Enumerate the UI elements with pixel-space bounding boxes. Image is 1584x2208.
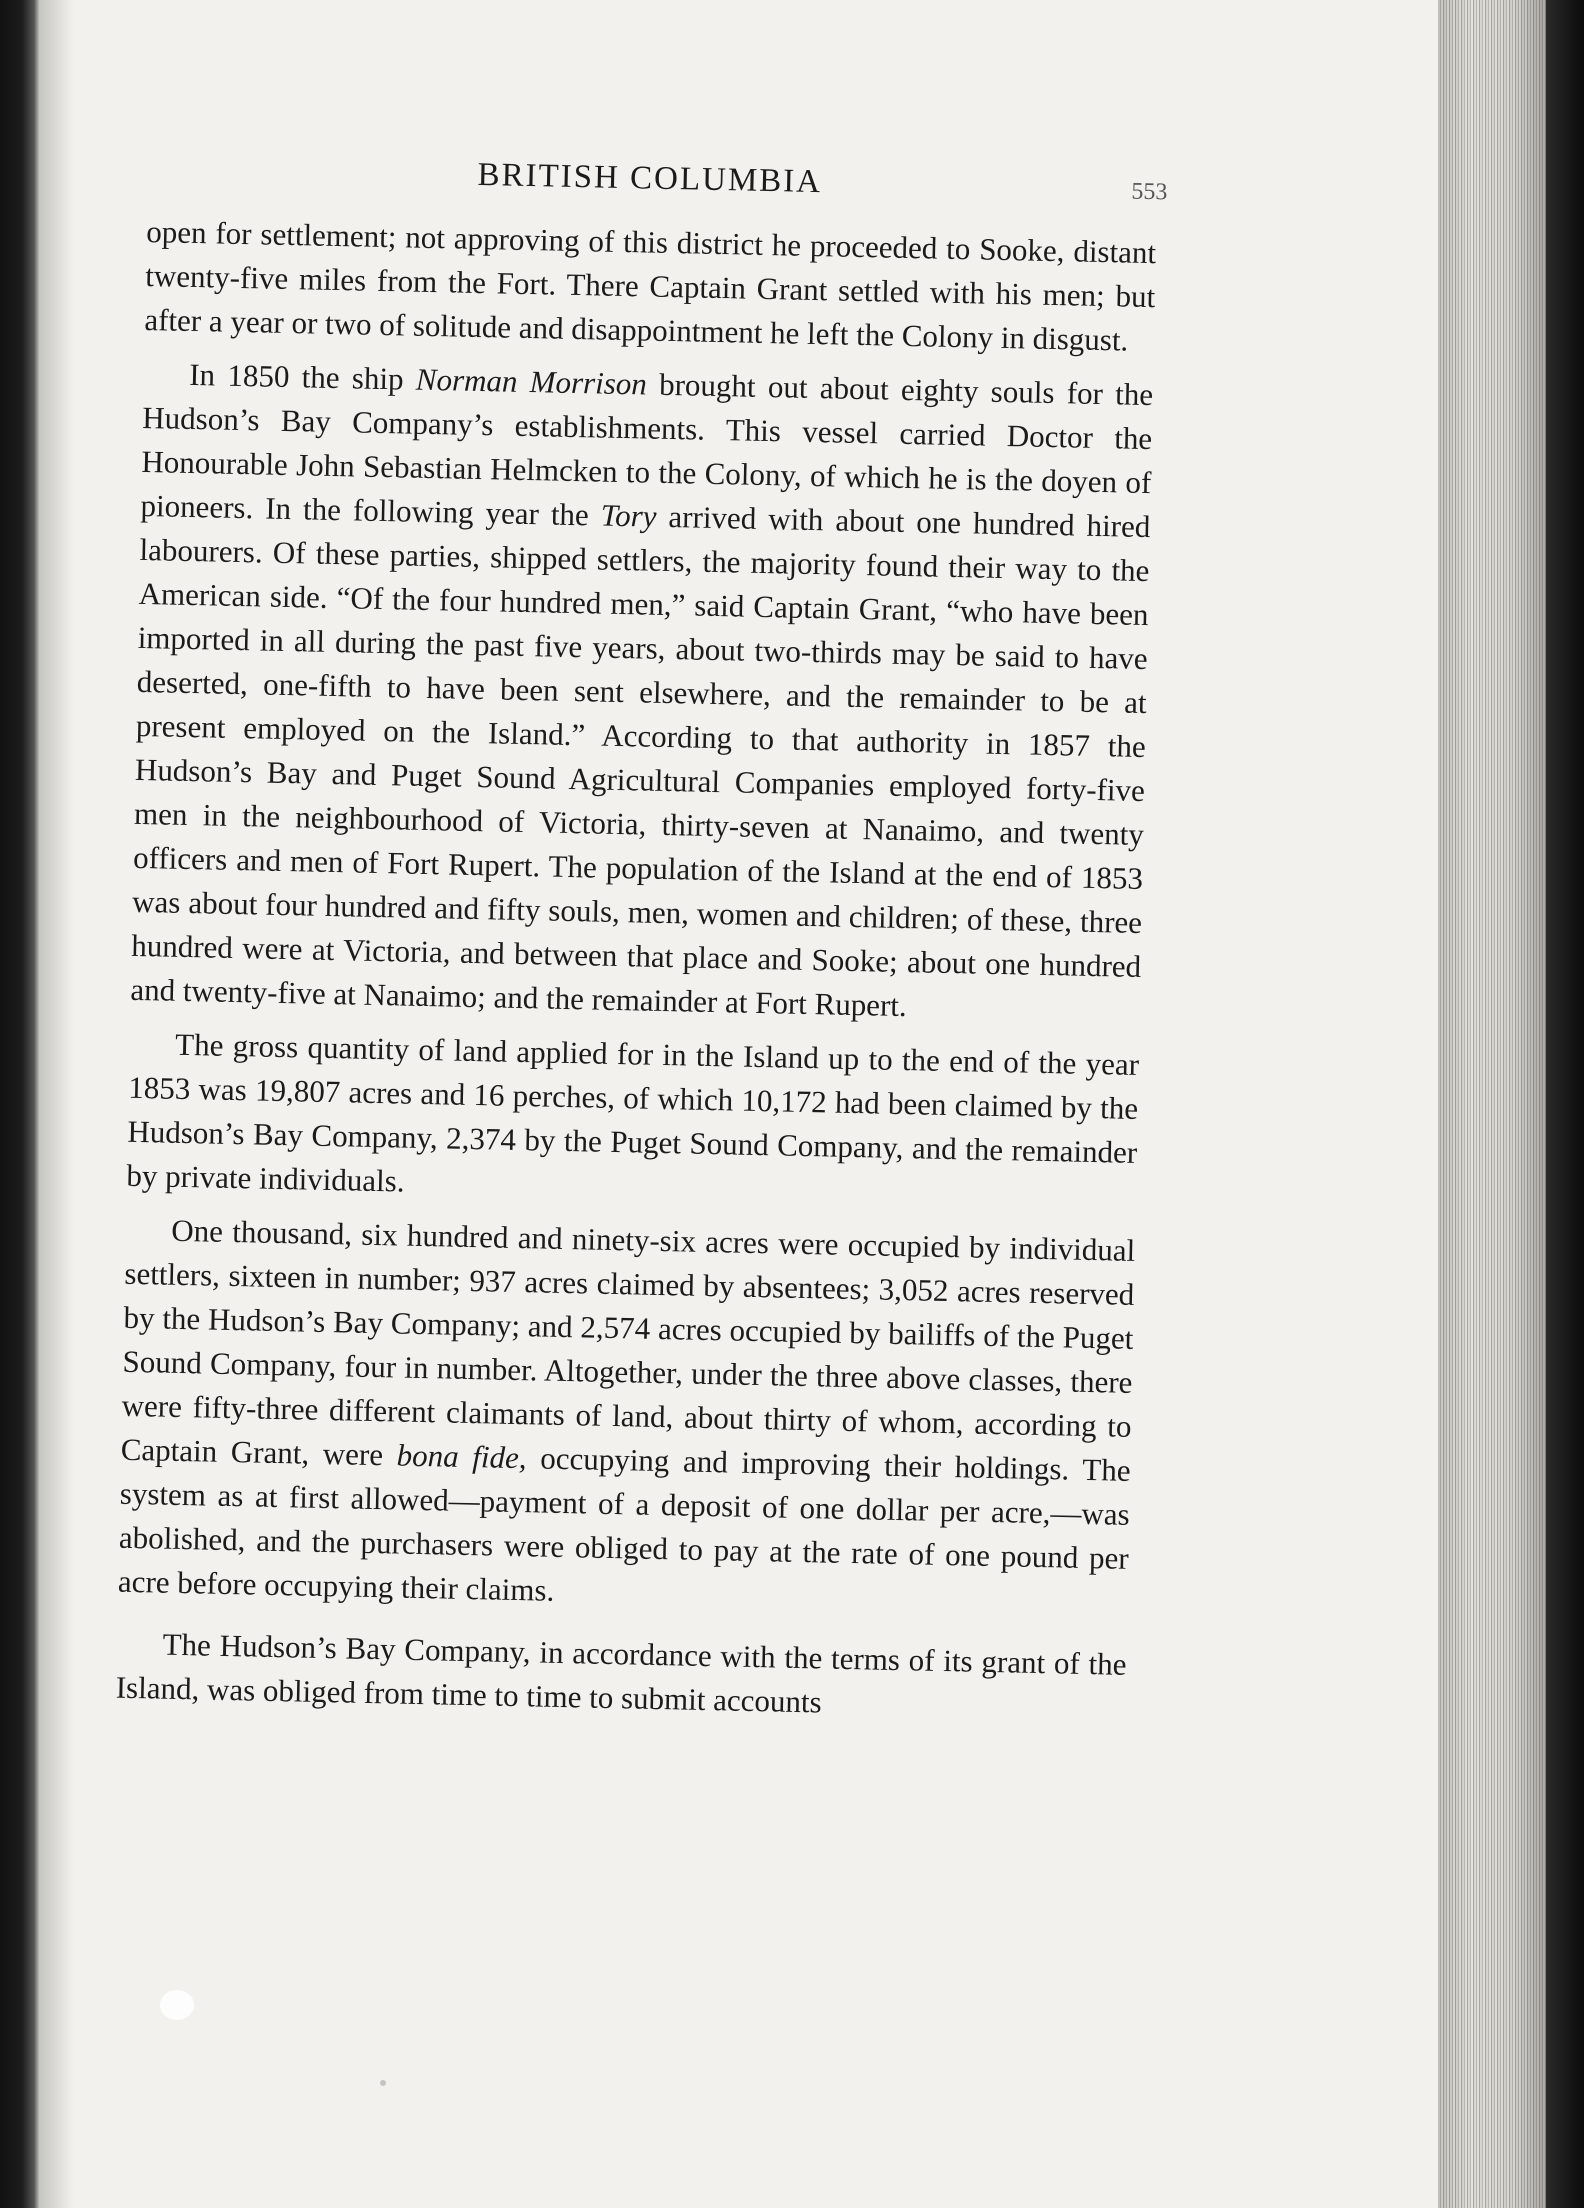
paragraph-3: The gross quantity of land applied for in the Island up to the end of the year 1853 was 19,807 acres and 16 perches, of which 10,172 had been claimed by the Hudson’s Bay Company, 2,374 by the Puget Sound Company, and the remainder by private individuals. [126,1026,1140,1199]
paragraph-2-part-c: arrived with about one hundred hired labourers. Of these parties, shipped settlers, the majority found their way to the American side. “Of the four hundred men,” said Captain Grant, “who have been imported in all during the past five years, about two-thirds may be said to have deserted, one-fifth to have been sent elsewhere, and the remainder to be at present employed on the Island.” According to that authority in 1857 the Hudson’s Bay and Puget Sound Agricultural Companies employed forty-five men in the neighbourhood of Victoria, thirty-seven at Nanaimo, and twenty officers and men of Fort Rupert. The population of the Island at the end of 1853 was about four hundred and fifty souls, men, women and children; of these, three hundred were at Victoria, and between that place and Sooke; about one hundred and twenty-five at Nanaimo; and the remainder at Fort Rupert. [130,498,1151,1024]
paragraph-1: open for settlement; not approving of this district he proceeded to Sooke, distant twenty-five miles from the Fort. There Captain Grant settled with his men; but after a year or two of solitude and disappointment he left the Colony in disgust. [144,213,1157,358]
dust-speck [380,2080,386,2086]
page-text-block [115,150,1168,1741]
ship-name-tory: Tory [600,497,657,534]
ship-name-norman-morrison: Norman Morrison [415,361,648,402]
paragraph-2-part-b: brought out about eighty souls for the Hudson’s Bay Company’s establishments. This vessel carried Doctor the Honourable John Sebastian Helmcken to the Colony, of which he is the doyen of pioneers. In the following year the [140,366,1154,533]
paragraph-4 [118,1208,1136,1625]
paragraph-2-part-a: In 1850 the ship [188,356,417,397]
page-edges-shading [1438,0,1546,2208]
paragraph-4-part-a: One thousand, six hundred and ninety-six acres were occupied by individual settlers, sixteen in number; 937 acres claimed by absentees; 3,052 acres reserved by the Hudson’s Bay Company; and 2,574 acres occupied by bailiffs of the Puget Sound Company, four in number. Altogether, under the three above classes, there were fifty-three different claimants of land, about thirty of whom, according to Captain Grant, were [120,1212,1136,1473]
paragraph-2 [130,352,1154,1033]
gutter-shadow [40,0,74,2208]
latin-phrase: bona fide, [396,1437,527,1476]
paragraph-4-part-b: occupying and improving their holdings. The system as at first allowed—payment of a deposit of one dollar per acre,—was abolished, and the purchasers were obliged to pay at the rate of one pound per acre before occupying their claims. [117,1440,1131,1608]
paragraph-5: The Hudson’s Bay Company, in accordance with the terms of its grant of the Island, was obliged from time to time to submit accounts [115,1626,1127,1720]
book-spine-left [0,0,40,2208]
page-number: 553 [1131,178,1168,206]
dust-speck [160,1990,194,2020]
book-cover-right [1546,0,1584,2208]
running-title: BRITISH COLUMBIA [477,156,823,201]
